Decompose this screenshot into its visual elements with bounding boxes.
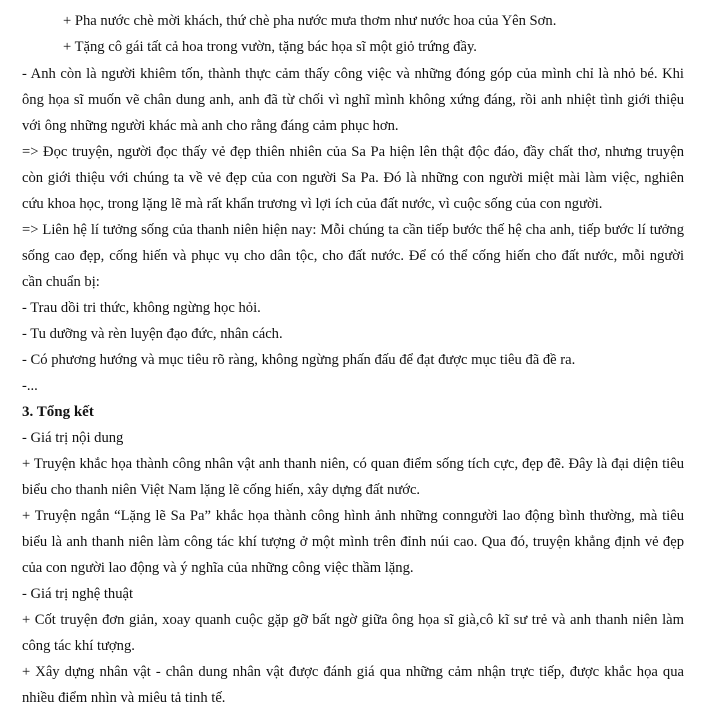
text-line: còn giới thiệu với chúng ta về vẻ đẹp của con người Sa Pa. Đó là những con người miệt mài làm việc, nghiên bbox=[22, 170, 684, 186]
text-line: + Tặng cô gái tất cả hoa trong vườn, tặng bác họa sĩ một giỏ trứng đầy. bbox=[63, 39, 477, 55]
text-line: cần chuẩn bị: bbox=[22, 274, 100, 290]
text-line: sống cao đẹp, cống hiến và phục vụ cho dân tộc, cho đất nước. Để có thể cống hiến cho đất nước, mỗi người bbox=[22, 248, 684, 264]
text-line: công tác khí tượng. bbox=[22, 638, 135, 654]
text-line: + Xây dựng nhân vật - chân dung nhân vật được đánh giá qua những cảm nhận trực tiếp, được khắc họa qua bbox=[22, 664, 684, 680]
text-line: + Cốt truyện đơn giản, xoay quanh cuộc gặp gỡ bất ngờ giữa ông họa sĩ già,cô kĩ sư trẻ và anh thanh niên làm bbox=[22, 612, 684, 628]
list-item: - Tu dưỡng và rèn luyện đạo đức, nhân cách. bbox=[22, 326, 283, 342]
subheading: - Giá trị nội dung bbox=[22, 430, 124, 446]
text-line: biểu cho thanh niên Việt Nam lặng lẽ cống hiến, xây dựng đất nước. bbox=[22, 482, 421, 498]
text-line: - Anh còn là người khiêm tốn, thành thực cảm thấy công việc và những đóng góp của mình chỉ là nhỏ bé. Khi bbox=[22, 66, 684, 82]
text-line: + Pha nước chè mời khách, thứ chè pha nước mưa thơm như nước hoa của Yên Sơn. bbox=[63, 13, 557, 29]
text-line: ông họa sĩ muốn vẽ chân dung anh, anh đã từ chối vì nghĩ mình không xứng đáng, rồi anh nhiệt tình giới thiệu bbox=[22, 92, 684, 108]
list-item: -... bbox=[22, 378, 38, 394]
text-line: của con người lao động và ý nghĩa của những công việc thầm lặng. bbox=[22, 560, 414, 576]
text-line: + Truyện khắc họa thành công nhân vật anh thanh niên, có quan điểm sống tích cực, đẹp đẽ. Đây là đại diện tiêu bbox=[22, 456, 684, 472]
list-item: - Trau dồi tri thức, không ngừng học hỏi. bbox=[22, 300, 261, 316]
text-line: với ông những người khác mà anh cho rằng đáng cảm phục hơn. bbox=[22, 118, 399, 134]
list-item: - Có phương hướng và mục tiêu rõ ràng, không ngừng phấn đấu để đạt được mục tiêu đã đề ra. bbox=[22, 352, 576, 368]
section-heading: 3. Tổng kết bbox=[22, 404, 94, 420]
text-line: biểu là anh thanh niên làm công tác khí tượng ở một mình trên đỉnh núi cao. Qua đó, truyện khẳng định vẻ đẹp bbox=[22, 534, 684, 550]
text-line: cứu khoa học, trong lặng lẽ mà rất khẩn trương vì lợi ích của đất nước, vì cuộc sống của con người. bbox=[22, 196, 603, 212]
text-line: => Liên hệ lí tưởng sống của thanh niên hiện nay: Mỗi chúng ta cần tiếp bước thế hệ cha anh, tiếp bước lí tưởng bbox=[22, 222, 684, 238]
text-line: nhiều điểm nhìn và miêu tả tinh tế. bbox=[22, 690, 226, 706]
subheading: - Giá trị nghệ thuật bbox=[22, 586, 134, 602]
text-line: => Đọc truyện, người đọc thấy vẻ đẹp thiên nhiên của Sa Pa hiện lên thật độc đáo, đầy chất thơ, nhưng truyện bbox=[22, 144, 684, 160]
text-line: + Truyện ngắn “Lặng lẽ Sa Pa” khắc họa thành công hình ảnh những conngười lao động bình thường, mà tiêu bbox=[22, 508, 684, 524]
